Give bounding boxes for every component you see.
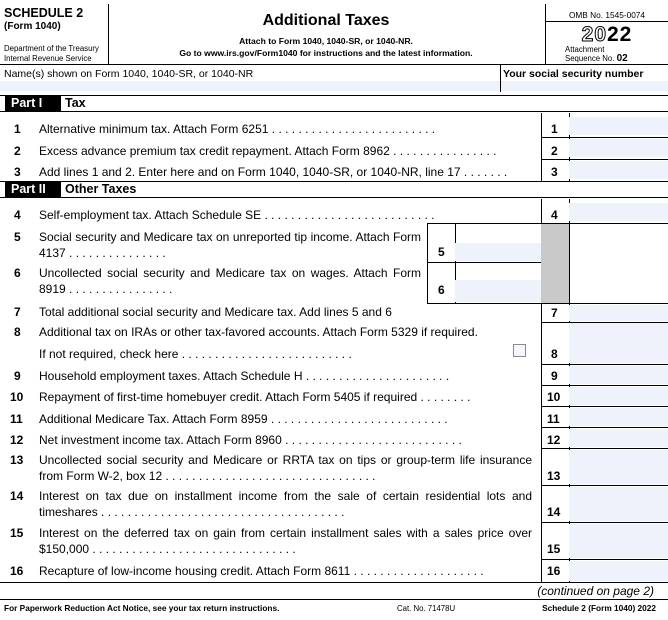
department-line: Internal Revenue Service — [4, 53, 92, 63]
header-divider — [545, 4, 546, 64]
box-number: 11 — [547, 412, 560, 426]
line-text-5: Social security and Medicare tax on unreported tip income. Attach Form 4137 — [39, 230, 421, 260]
row-divider — [541, 485, 668, 486]
omb-number: OMB No. 1545-0074 — [568, 10, 646, 20]
line-1-amount[interactable] — [569, 117, 668, 135]
line-text: Self-employment tax. Attach Schedule SE . . . . . . . . . . . . . . . . . . . . . . . . . . — [39, 208, 435, 222]
box-number: 12 — [547, 433, 561, 447]
mid-box-line — [427, 223, 428, 303]
box-column-line — [541, 113, 542, 181]
attachment-sequence — [565, 46, 628, 63]
ssn-field[interactable] — [501, 81, 668, 91]
footer-rule — [0, 599, 668, 600]
line-text-4: Self-employment tax. Attach Schedule SE — [39, 208, 262, 222]
name-label: Name(s) shown on Form 1040, 1040-SR, or 1040-NR — [4, 68, 254, 80]
line-number: 2 — [14, 144, 21, 158]
row-divider — [427, 262, 541, 263]
line-13-amount[interactable] — [569, 450, 668, 484]
form-title: Additional Taxes — [262, 12, 390, 29]
part2-title: Other Taxes — [65, 182, 137, 196]
schedule-label: SCHEDULE 2 — [4, 6, 84, 20]
line-number: 5 — [14, 230, 21, 244]
shaded-area — [541, 223, 569, 303]
box-number: 16 — [547, 564, 561, 578]
department-line: Department of the Treasury — [4, 44, 99, 53]
tax-year-bold: 22 — [607, 23, 633, 46]
line-11-amount[interactable] — [569, 408, 668, 426]
line-text-14: Interest on tax due on installment income from the sale of certain residential lots and timeshares — [39, 489, 532, 519]
box-number: 4 — [551, 208, 558, 222]
row-divider — [427, 303, 668, 304]
form-identifier: Schedule 2 (Form 1040) 2022 — [542, 603, 656, 613]
department-label — [4, 44, 99, 63]
line-text: Uncollected social security and Medicare or RRTA tax on tips or group-term life insurance from Form W-2, box 12 . . . . . . . . . . . . . . . . . . . . . . . . . . . . . . . . — [39, 453, 532, 483]
form-reference: (Form 1040) — [4, 21, 61, 32]
row-divider — [541, 159, 668, 160]
row-divider — [541, 385, 668, 386]
line-text: Additional Medicare Tax. Attach Form 8959 . . . . . . . . . . . . . . . . . . . . . . . . . . . — [39, 412, 448, 426]
line-text: Interest on the deferred tax on gain from certain installment sales with a sales price over $150,000 . . . . . . . . . . . . . . . . . . . . . . . . . . . . . . . — [39, 526, 532, 556]
line-number: 12 — [10, 433, 24, 447]
line-number: 8 — [14, 325, 21, 339]
line-4-amount[interactable] — [569, 203, 668, 221]
box-number: 14 — [547, 505, 561, 519]
form-subtitle: Attach to Form 1040, 1040-SR, or 1040-NR. — [239, 36, 413, 46]
sequence-number: 02 — [616, 52, 628, 64]
box-number: 6 — [438, 283, 445, 297]
box-number: 5 — [438, 245, 445, 259]
line-number: 6 — [14, 266, 21, 280]
form-instructions: Go to www.irs.gov/Form1040 for instructions and the latest information. — [179, 48, 473, 58]
box-number: 3 — [551, 165, 558, 179]
line-15-amount[interactable] — [569, 524, 668, 558]
row-divider — [541, 427, 668, 428]
line-text: Repayment of first-time homebuyer credit. Attach Form 5405 if required . . . . . . . . — [39, 390, 471, 404]
line-text-3: Add lines 1 and 2. Enter here and on Form 1040, 1040-SR, or 1040-NR, line 17 — [39, 165, 461, 179]
row-divider — [427, 223, 668, 224]
line-8-amount[interactable] — [569, 323, 668, 363]
part1-title: Tax — [65, 96, 86, 110]
line-text: Add lines 1 and 2. Enter here and on Form 1040, 1040-SR, or 1040-NR, line 17 . . . . . . . — [39, 165, 508, 179]
line-text-8b: If not required, check here — [39, 347, 179, 361]
catalog-number: Cat. No. 71478U — [397, 604, 456, 613]
line-14-amount[interactable] — [569, 487, 668, 521]
line-text-1: Alternative minimum tax. Attach Form 6251 — [39, 122, 269, 136]
line-10-amount[interactable] — [569, 387, 668, 405]
line-text-16: Recapture of low-income housing credit. Attach Form 8611 — [39, 564, 351, 578]
line-text: Excess advance premium tax credit repayment. Attach Form 8962 . . . . . . . . . . . . . . . . — [39, 144, 497, 158]
line-text: Net investment income tax. Attach Form 8960 . . . . . . . . . . . . . . . . . . . . . . . . . . . — [39, 433, 462, 447]
line-number: 16 — [10, 564, 24, 578]
row-divider — [541, 137, 668, 138]
paperwork-notice: For Paperwork Reduction Act Notice, see your tax return instructions. — [4, 603, 280, 613]
line-text: Total additional social security and Medicare tax. Add lines 5 and 6 — [39, 305, 392, 319]
line-text-10: Repayment of first-time homebuyer credit. Attach Form 5405 if required — [39, 390, 418, 404]
box-number: 1 — [551, 122, 558, 136]
line-text-2: Excess advance premium tax credit repayment. Attach Form 8962 — [39, 144, 390, 158]
row-divider — [541, 522, 668, 523]
row-divider — [541, 406, 668, 407]
line-text-6: Uncollected social security and Medicare tax on wages. Attach Form 8919 — [39, 266, 421, 296]
row-divider — [541, 559, 668, 560]
part1-header — [0, 95, 668, 112]
line-12-amount[interactable] — [569, 429, 668, 447]
line-number: 7 — [14, 305, 21, 319]
line-5-amount[interactable] — [455, 243, 541, 261]
line-text: Interest on tax due on installment income from the sale of certain residential lots and timeshares . . . . . . . . . . . . . . . . . . . . . . . . . . . . . . . . . . . . . — [39, 489, 532, 519]
line-number: 4 — [14, 208, 21, 222]
name-field[interactable] — [0, 81, 500, 91]
line-8-checkbox[interactable] — [513, 344, 526, 357]
sequence-line — [565, 52, 628, 64]
line-number: 1 — [14, 122, 21, 136]
part2-bottom-rule — [0, 582, 668, 583]
box-number: 15 — [547, 542, 561, 556]
line-number: 9 — [14, 369, 21, 383]
line-text-15: Interest on the deferred tax on gain from certain installment sales with a sales price over $150,000 — [39, 526, 532, 556]
box-number: 9 — [551, 369, 558, 383]
line-text: Uncollected social security and Medicare tax on wages. Attach Form 8919 . . . . . . . . . . . . . . . . — [39, 266, 421, 296]
line-text: Social security and Medicare tax on unreported tip income. Attach Form 4137 . . . . . . . . . . . . . . . — [39, 230, 421, 260]
line-16-amount[interactable] — [569, 561, 668, 581]
part2-label: Part II — [5, 182, 61, 197]
header-divider — [108, 4, 109, 64]
line-text-12: Net investment income tax. Attach Form 8960 — [39, 433, 282, 447]
line-number: 11 — [10, 412, 23, 426]
part1-label: Part I — [5, 96, 61, 111]
line-7-amount[interactable] — [569, 305, 668, 321]
line-number: 10 — [10, 390, 24, 404]
line-number: 15 — [10, 526, 24, 540]
line-number: 14 — [10, 489, 24, 503]
line-number: 13 — [10, 453, 24, 467]
line-text: Alternative minimum tax. Attach Form 6251 . . . . . . . . . . . . . . . . . . . . . . . . . — [39, 122, 436, 136]
line-2-amount[interactable] — [569, 139, 668, 157]
line-6-amount[interactable] — [455, 280, 541, 302]
omb-divider — [545, 21, 668, 22]
header-bottom-rule — [0, 64, 668, 65]
tax-year-outline: 20 — [581, 23, 607, 46]
tax-year — [548, 23, 666, 47]
box-number: 8 — [551, 347, 558, 361]
sequence-label: Sequence No. — [565, 53, 615, 63]
line-text-11: Additional Medicare Tax. Attach Form 8959 — [39, 412, 268, 426]
row-divider — [541, 448, 668, 449]
line-text: Household employment taxes. Attach Schedule H . . . . . . . . . . . . . . . . . . . . . . — [39, 369, 450, 383]
box-number: 7 — [551, 306, 558, 320]
continued-note: (continued on page 2) — [537, 584, 654, 598]
line-text-13: Uncollected social security and Medicare or RRTA tax on tips or group-term life insurance from Form W-2, box 12 — [39, 453, 532, 483]
attachment-label: Attachment — [565, 45, 605, 54]
line-text-9: Household employment taxes. Attach Schedule H — [39, 369, 303, 383]
line-text: If not required, check here . . . . . . . . . . . . . . . . . . . . . . . . . . — [39, 347, 352, 361]
line-number: 3 — [14, 165, 21, 179]
line-text: Additional tax on IRAs or other tax-favored accounts. Attach Form 5329 if required. — [39, 325, 478, 339]
ssn-label: Your social security number — [503, 68, 644, 80]
part2-header — [0, 181, 668, 198]
box-number: 10 — [547, 390, 561, 404]
box-number: 2 — [551, 144, 558, 158]
box-number: 13 — [547, 469, 561, 483]
row-divider — [541, 364, 668, 365]
line-text: Recapture of low-income housing credit. Attach Form 8611 . . . . . . . . . . . . . . . . . . . . — [39, 564, 484, 578]
line-9-amount[interactable] — [569, 366, 668, 384]
line-3-amount[interactable] — [569, 161, 668, 179]
